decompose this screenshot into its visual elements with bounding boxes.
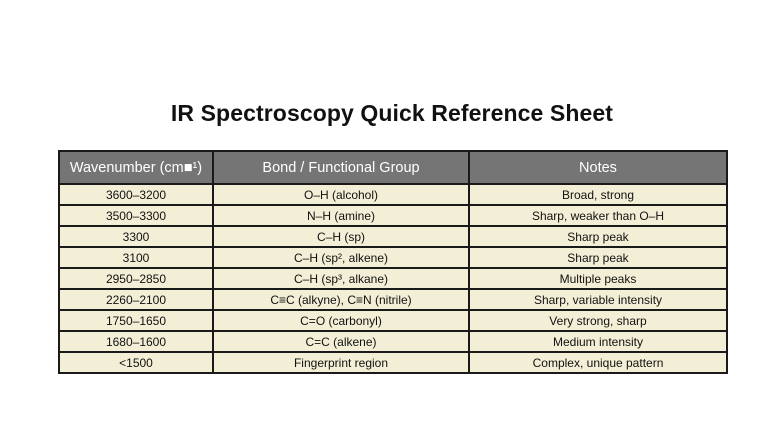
notes-cell: Sharp peak (469, 247, 727, 268)
wavenumber-cell: 1750–1650 (59, 310, 213, 331)
reference-table (58, 150, 728, 374)
bond-cell: C–H (sp) (213, 226, 469, 247)
bond-cell: C–H (sp², alkene) (213, 247, 469, 268)
wavenumber-cell: <1500 (59, 352, 213, 373)
header-bond-group: Bond / Functional Group (213, 151, 469, 184)
header-wavenumber: Wavenumber (cm■¹) (59, 151, 213, 184)
page-title: IR Spectroscopy Quick Reference Sheet (170, 100, 614, 126)
notes-cell: Multiple peaks (469, 268, 727, 289)
wavenumber-cell: 1680–1600 (59, 331, 213, 352)
notes-cell: Medium intensity (469, 331, 727, 352)
table-row (59, 205, 727, 226)
bond-cell: Fingerprint region (213, 352, 469, 373)
notes-cell: Sharp, weaker than O–H (469, 205, 727, 226)
table-row (59, 331, 727, 352)
bond-cell: C=C (alkene) (213, 331, 469, 352)
bond-cell: N–H (amine) (213, 205, 469, 226)
notes-cell: Very strong, sharp (469, 310, 727, 331)
table-row (59, 289, 727, 310)
notes-cell: Sharp, variable intensity (469, 289, 727, 310)
notes-cell: Broad, strong (469, 184, 727, 205)
notes-cell: Sharp peak (469, 226, 727, 247)
table-row (59, 184, 727, 205)
table-row (59, 352, 727, 373)
bond-cell: C≡C (alkyne), C≡N (nitrile) (213, 289, 469, 310)
table-row (59, 247, 727, 268)
wavenumber-cell: 3100 (59, 247, 213, 268)
wavenumber-cell: 3500–3300 (59, 205, 213, 226)
bond-cell: C–H (sp³, alkane) (213, 268, 469, 289)
table-row (59, 226, 727, 247)
wavenumber-cell: 2950–2850 (59, 268, 213, 289)
table-row (59, 310, 727, 331)
wavenumber-cell: 3300 (59, 226, 213, 247)
notes-cell: Complex, unique pattern (469, 352, 727, 373)
table-header-row (59, 151, 727, 184)
bond-cell: C=O (carbonyl) (213, 310, 469, 331)
header-notes: Notes (469, 151, 727, 184)
bond-cell: O–H (alcohol) (213, 184, 469, 205)
wavenumber-cell: 2260–2100 (59, 289, 213, 310)
wavenumber-cell: 3600–3200 (59, 184, 213, 205)
table-row (59, 268, 727, 289)
